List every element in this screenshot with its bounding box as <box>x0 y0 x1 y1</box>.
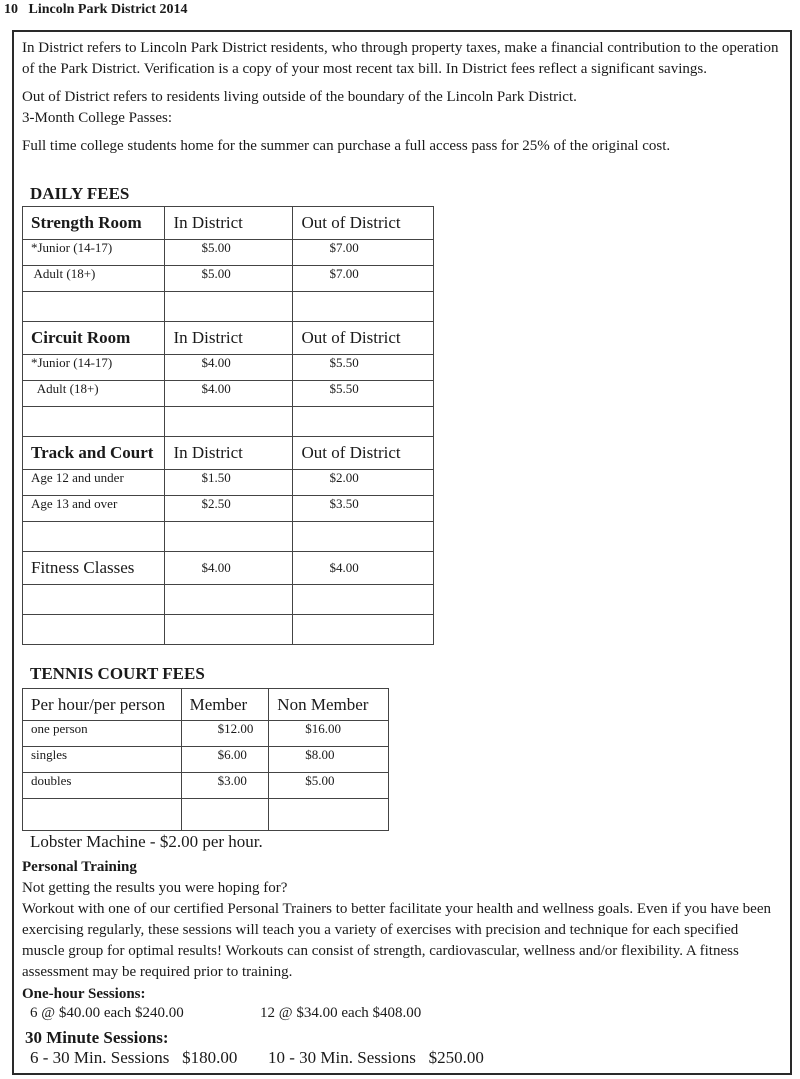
table-cell: In District <box>165 322 293 355</box>
table-cell: $7.00 <box>293 266 434 292</box>
personal-training <box>22 857 782 983</box>
table-row <box>23 470 434 496</box>
table-row <box>23 552 434 585</box>
table-cell <box>165 292 293 322</box>
table-cell: Out of District <box>293 437 434 470</box>
table-cell: $5.50 <box>293 381 434 407</box>
table-cell: $16.00 <box>269 721 389 747</box>
table-cell: doubles <box>23 773 182 799</box>
training-title: Personal Training <box>22 859 137 875</box>
table-cell: $4.00 <box>293 552 434 585</box>
table-row <box>23 407 434 437</box>
table-cell: $5.00 <box>269 773 389 799</box>
table-cell: $3.50 <box>293 496 434 522</box>
table-row <box>23 207 434 240</box>
table-cell: Non Member <box>269 689 389 721</box>
intro <box>22 38 782 157</box>
table-cell: Member <box>181 689 269 721</box>
table-row <box>23 522 434 552</box>
table-row <box>23 585 434 615</box>
table-row <box>23 381 434 407</box>
table-row <box>23 437 434 470</box>
table-cell: $2.50 <box>165 496 293 522</box>
thirty-title: 30 Minute Sessions: <box>25 1028 169 1047</box>
table-cell: Track and Court <box>23 437 165 470</box>
table-cell <box>181 799 269 831</box>
table-cell: $2.00 <box>293 470 434 496</box>
table-cell <box>293 407 434 437</box>
training-body: Workout with one of our certified Personal Trainers to better facilitate your health and wellness goals. Even if you have been exercising regularly, these sessions will teach you a variety of exercises with precision and technique for each specified muscle group for optimal results! Workouts can consist of strength, cardiovascular, wellness and/or flexibility. A fitness assessment may be required prior to training. <box>22 901 771 980</box>
table-cell: Fitness Classes <box>23 552 165 585</box>
page-number: 10 <box>4 2 18 17</box>
header-title: Lincoln Park District 2014 <box>28 2 188 17</box>
table-row <box>23 266 434 292</box>
table-cell: Adult (18+) <box>23 381 165 407</box>
table-cell: singles <box>23 747 182 773</box>
table-row <box>23 322 434 355</box>
table-cell <box>293 522 434 552</box>
table-cell: $1.50 <box>165 470 293 496</box>
table-cell: Age 12 and under <box>23 470 165 496</box>
intro-out-district: Out of District refers to residents living outside of the boundary of the Lincoln Park District. <box>22 89 577 105</box>
table-cell <box>165 585 293 615</box>
intro-college: Full time college students home for the summer can purchase a full access pass for 25% of the original cost. <box>22 138 671 154</box>
table-cell <box>23 585 165 615</box>
table-cell: Per hour/per person <box>23 689 182 721</box>
table-cell: $4.00 <box>165 355 293 381</box>
tennis-title: TENNIS COURT FEES <box>30 664 205 683</box>
one-hour-6: 6 @ $40.00 each $240.00 <box>30 1005 184 1021</box>
table-cell: $3.00 <box>181 773 269 799</box>
table-cell: In District <box>165 207 293 240</box>
lobster-machine: Lobster Machine - $2.00 per hour. <box>30 832 263 851</box>
table-cell <box>23 292 165 322</box>
one-hour-title: One-hour Sessions: <box>22 986 146 1002</box>
table-cell: $6.00 <box>181 747 269 773</box>
table-cell: Adult (18+) <box>23 266 165 292</box>
table-cell <box>293 615 434 645</box>
intro-college-title: 3-Month College Passes: <box>22 110 172 126</box>
table-cell: Out of District <box>293 322 434 355</box>
thirty-6: 6 - 30 Min. Sessions $180.00 <box>30 1048 238 1067</box>
table-row <box>23 615 434 645</box>
table-cell: $4.00 <box>165 381 293 407</box>
table-cell <box>23 615 165 645</box>
table-cell: Strength Room <box>23 207 165 240</box>
table-row <box>23 240 434 266</box>
table-cell <box>269 799 389 831</box>
page-header <box>4 2 188 18</box>
intro-in-district: In District refers to Lincoln Park District residents, who through property taxes, make a financial contribution to the operation of the Park District. Verification is a copy of your most recent tax bill. In District fees reflect a significant savings. <box>22 40 779 77</box>
table-row <box>23 747 389 773</box>
table-cell <box>23 407 165 437</box>
table-cell <box>293 292 434 322</box>
training-question: Not getting the results you were hoping for? <box>22 880 288 896</box>
table-cell: $8.00 <box>269 747 389 773</box>
table-cell: $7.00 <box>293 240 434 266</box>
table-row <box>23 496 434 522</box>
table-cell: $4.00 <box>165 552 293 585</box>
table-row <box>23 689 389 721</box>
table-cell: $5.00 <box>165 240 293 266</box>
one-hour-12: 12 @ $34.00 each $408.00 <box>260 1005 422 1021</box>
table-cell <box>293 585 434 615</box>
table-row <box>23 799 389 831</box>
table-cell: Circuit Room <box>23 322 165 355</box>
table-cell <box>23 522 165 552</box>
table-row <box>23 721 389 747</box>
table-cell: $5.00 <box>165 266 293 292</box>
thirty-10: 10 - 30 Min. Sessions $250.00 <box>268 1048 484 1067</box>
table-cell: *Junior (14-17) <box>23 355 165 381</box>
table-cell: Age 13 and over <box>23 496 165 522</box>
daily-fees-title: DAILY FEES <box>30 184 130 203</box>
table-cell: one person <box>23 721 182 747</box>
table-row <box>23 355 434 381</box>
table-cell: $12.00 <box>181 721 269 747</box>
table-cell <box>165 407 293 437</box>
table-row <box>23 292 434 322</box>
table-cell <box>165 522 293 552</box>
table-row <box>23 773 389 799</box>
table-cell: In District <box>165 437 293 470</box>
tennis-table <box>22 688 389 831</box>
table-cell <box>165 615 293 645</box>
daily-fees-table <box>22 206 434 645</box>
table-cell: Out of District <box>293 207 434 240</box>
table-cell: $5.50 <box>293 355 434 381</box>
table-cell: *Junior (14-17) <box>23 240 165 266</box>
table-cell <box>23 799 182 831</box>
